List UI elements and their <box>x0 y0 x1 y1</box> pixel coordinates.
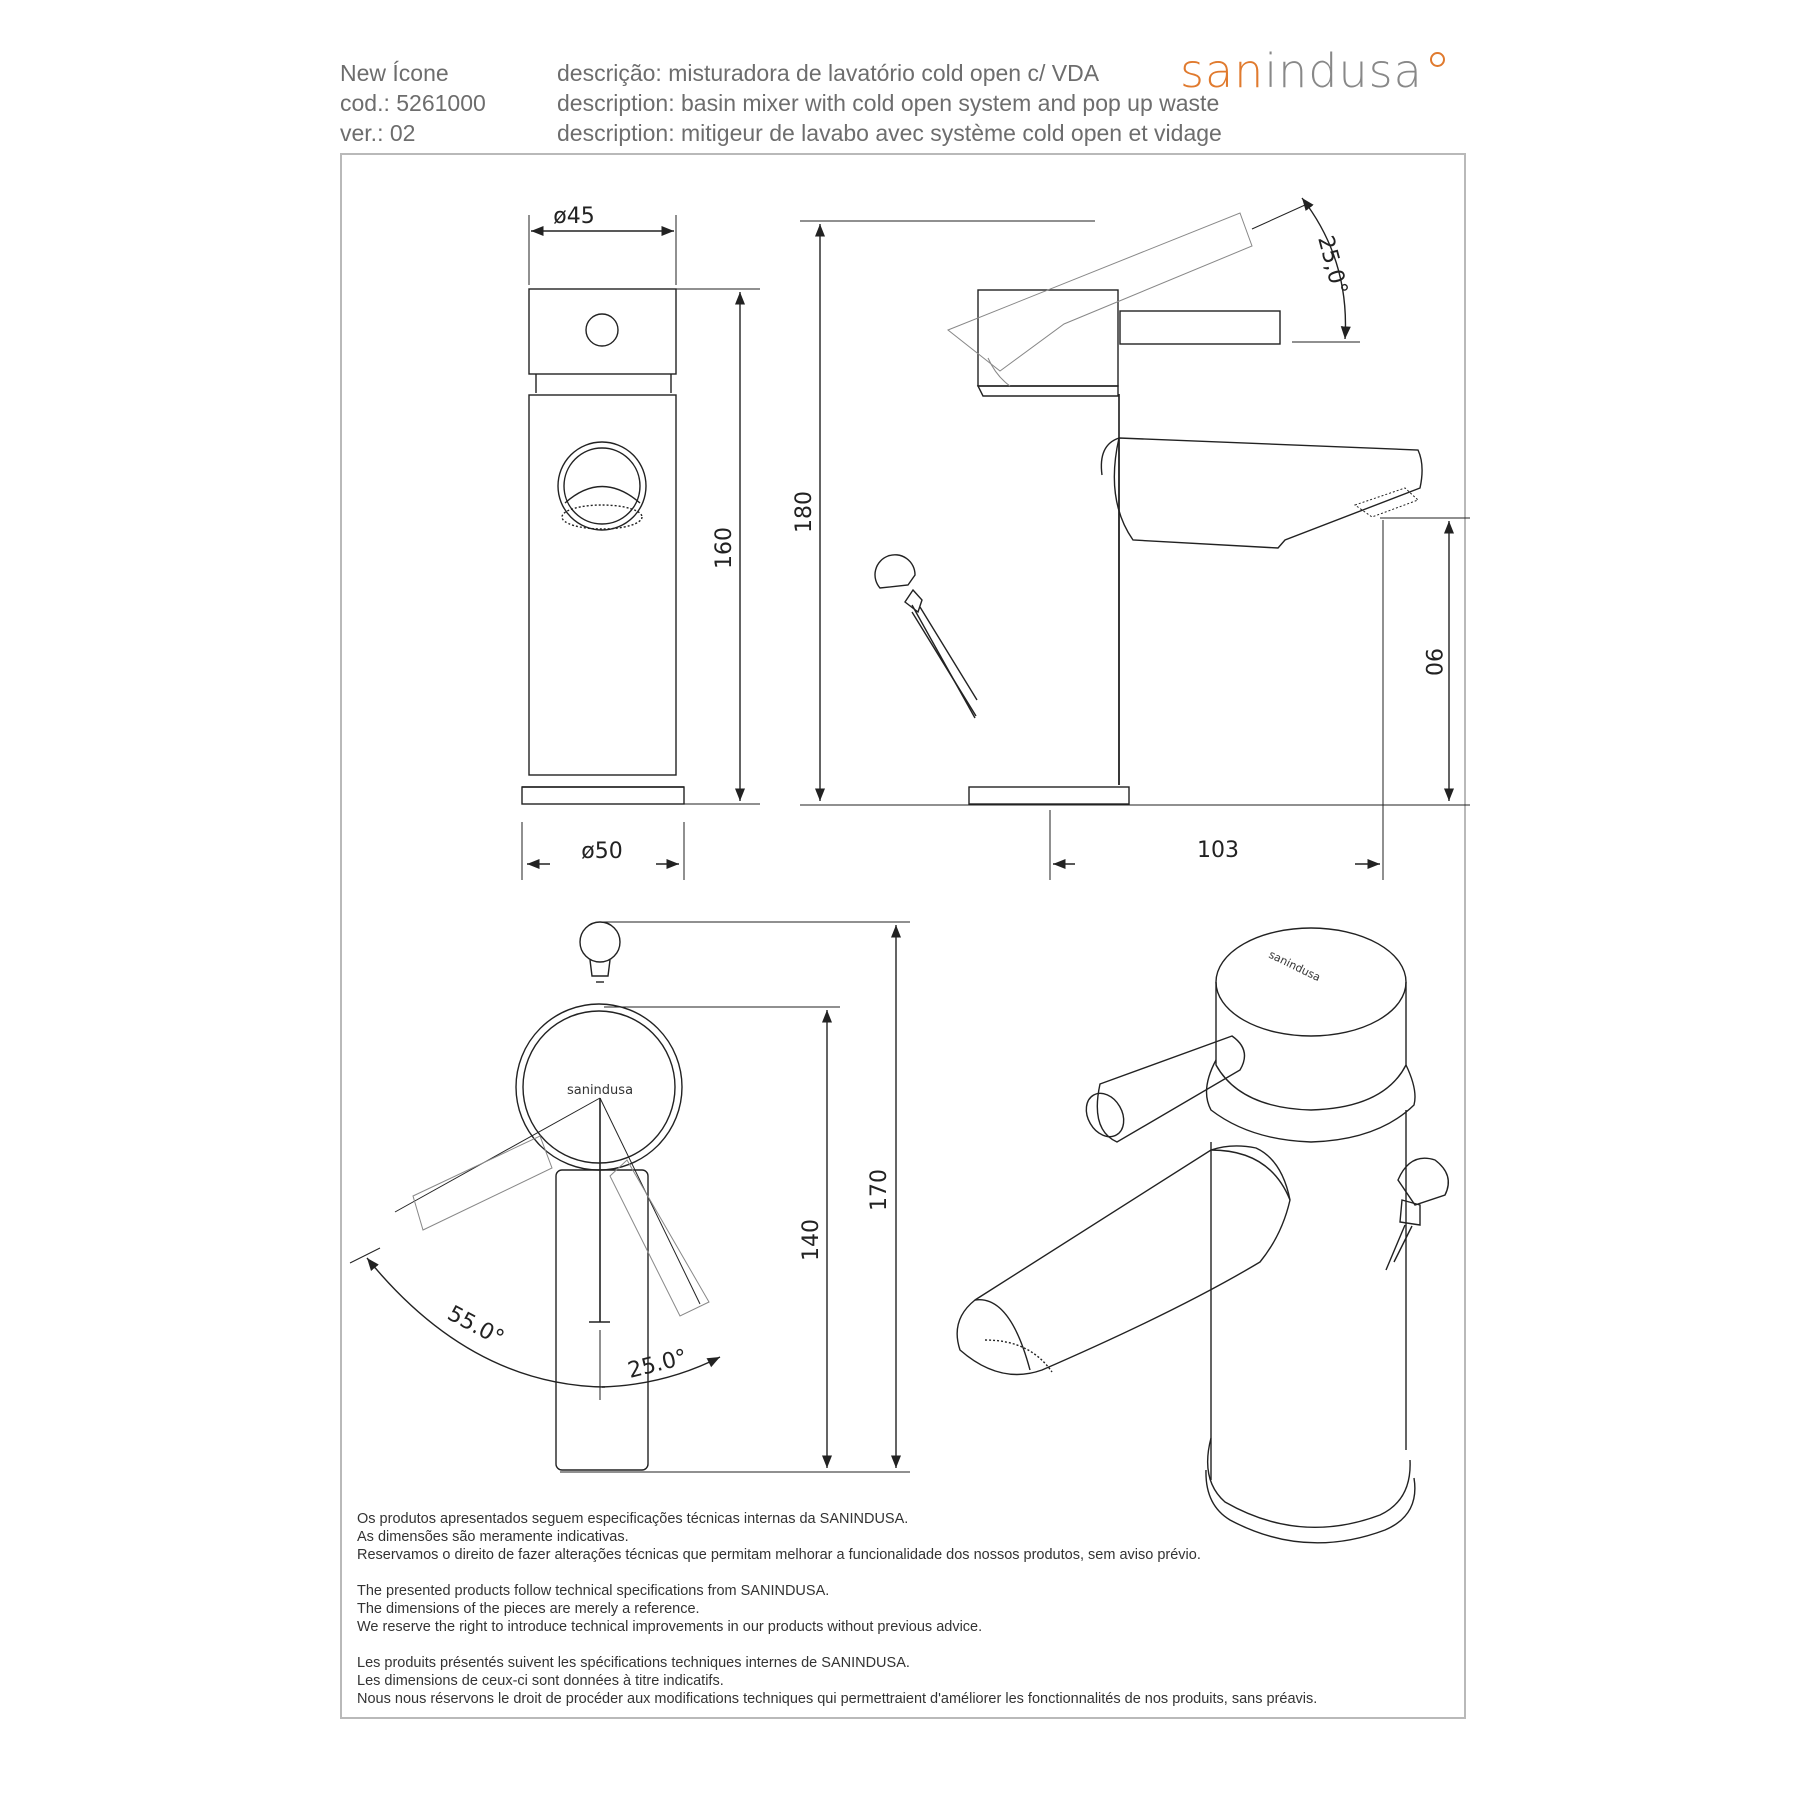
front-handle-cap <box>529 289 676 374</box>
label-angle-cold: 25.0° <box>625 1345 690 1384</box>
front-handle-hole <box>586 314 618 346</box>
description-pt: descrição: misturadora de lavatório cold open c/ VDA <box>557 60 1100 86</box>
product-name: New Ícone <box>340 60 449 86</box>
pop-up-rod <box>875 555 977 718</box>
logo-indusa: indusa <box>1264 44 1423 98</box>
side-handle-cap <box>978 290 1118 386</box>
iso-pop-up-rod <box>1386 1158 1448 1270</box>
top-lever-hot <box>413 1136 552 1230</box>
notes-fr <box>357 1654 1457 1708</box>
front-base <box>522 787 684 804</box>
product-code: cod.: 5261000 <box>340 90 486 116</box>
note-en-1: The presented products follow technical specifications from SANINDUSA. <box>357 1583 830 1599</box>
iso-lever <box>1097 1036 1244 1142</box>
note-pt-2: As dimensões são meramente indicativas. <box>357 1529 629 1545</box>
note-pt-3: Reservamos o direito de fazer alterações técnicas que permitam melhorar a funcionalidade dos nossos produtos, sem aviso prévio. <box>357 1547 1201 1563</box>
disclaimer-notes <box>357 1510 1457 1726</box>
label-lever-angle: 25,0° <box>1312 233 1352 298</box>
isometric-view <box>957 928 1448 1543</box>
label-front-height: 160 <box>712 527 737 569</box>
notes-pt <box>357 1510 1457 1564</box>
top-engraving: sanindusa <box>566 1083 634 1098</box>
side-lever <box>1120 311 1280 344</box>
side-base <box>969 787 1129 804</box>
side-spout <box>1114 438 1422 548</box>
note-en-2: The dimensions of the pieces are merely a reference. <box>357 1601 700 1617</box>
top-view <box>350 922 910 1472</box>
note-en-3: We reserve the right to introduce technical improvements in our products without previous advice. <box>357 1619 983 1635</box>
logo-san: san <box>1180 44 1265 98</box>
description-en: description: basin mixer with cold open system and pop up waste <box>557 90 1220 116</box>
iso-engraving: sanindusa <box>1266 948 1323 985</box>
note-fr-3: Nous nous réservons le droit de procéder aux modifications techniques qui permettraient d'améliorer les fonctionnalités de nos produits, sans préavis. <box>357 1691 1318 1707</box>
iso-collar <box>1207 1060 1415 1142</box>
front-body <box>529 395 676 775</box>
iso-body <box>1211 1110 1406 1480</box>
iso-handle-side <box>1216 982 1406 1110</box>
note-fr-2: Les dimensions de ceux-ci sont données à titre indicatifs. <box>357 1673 724 1689</box>
label-spout-reach: 103 <box>1197 838 1239 863</box>
iso-handle-top <box>1216 928 1406 1036</box>
label-total-height: 180 <box>792 491 817 533</box>
label-top-diameter: ø45 <box>553 204 595 229</box>
product-version: ver.: 02 <box>340 120 416 146</box>
description-fr: description: mitigeur de lavabo avec système cold open et vidage <box>557 120 1222 146</box>
label-base-diameter: ø50 <box>581 839 623 864</box>
label-spout-height: 90 <box>1420 648 1445 676</box>
side-view <box>800 198 1470 880</box>
note-fr-1: Les produits présentés suivent les spécifications techniques internes de SANINDUSA. <box>357 1655 910 1671</box>
aerator-mesh <box>562 505 642 529</box>
top-pop-up-knob <box>580 922 620 962</box>
notes-en <box>357 1582 1457 1636</box>
iso-spout <box>957 1146 1290 1375</box>
top-spout <box>556 1170 648 1470</box>
label-angle-hot: 55.0° <box>443 1301 508 1352</box>
side-lever-tilted <box>948 213 1252 371</box>
label-top-total: 170 <box>867 1169 892 1211</box>
label-top-body: 140 <box>799 1219 824 1261</box>
note-pt-1: Os produtos apresentados seguem especificações técnicas internas da SANINDUSA. <box>357 1511 909 1527</box>
